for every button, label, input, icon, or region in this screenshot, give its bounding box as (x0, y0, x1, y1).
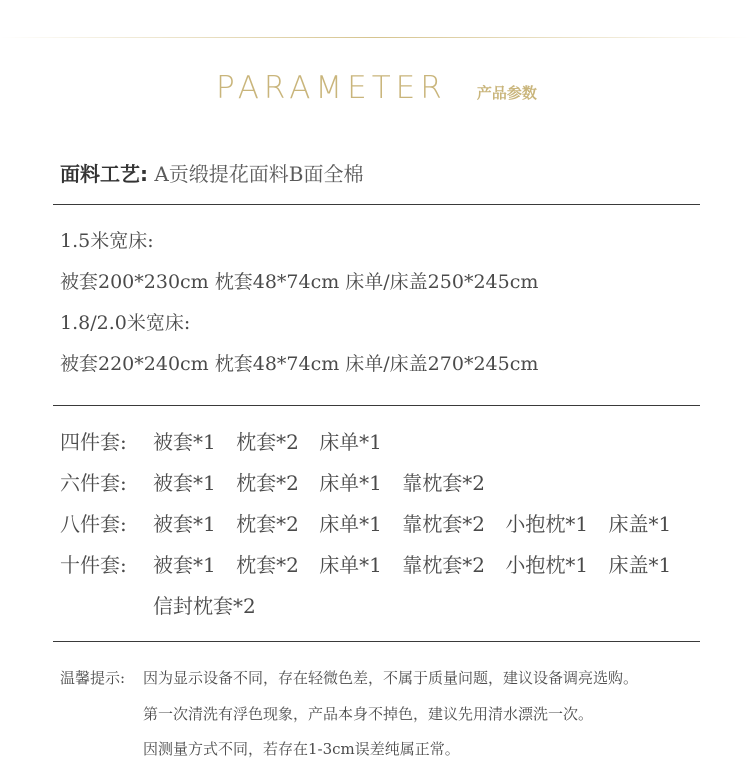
set-extra-item: 信封枕套*2 (153, 594, 256, 618)
set-item: 床单*1 (319, 512, 382, 536)
size-heading-1: 1.5米宽床: (60, 230, 154, 252)
set-row-4 (60, 428, 396, 456)
set-row-6 (60, 469, 499, 497)
set-item: 枕套*2 (236, 512, 299, 536)
section-title: PARAMETER (216, 70, 447, 106)
section-header (216, 68, 537, 108)
set-item: 床盖*1 (608, 553, 672, 577)
divider-sets (53, 641, 700, 642)
set-item: 小抱枕*1 (505, 553, 589, 577)
set-item: 枕套*2 (236, 471, 299, 495)
notes-label: 温馨提示: (60, 669, 126, 687)
set-name: 四件套: (60, 430, 127, 454)
set-items (153, 469, 499, 497)
set-item: 被套*1 (153, 471, 216, 495)
fabric-value: A贡缎提花面料B面全棉 (154, 162, 364, 186)
size-heading-2: 1.8/2.0米宽床: (60, 312, 191, 334)
set-item: 枕套*2 (236, 553, 299, 577)
set-item: 被套*1 (153, 430, 216, 454)
top-divider (0, 37, 750, 38)
note-line-1: 因为显示设备不同，存在轻微色差，不属于质量问题，建议设备调亮选购。 (143, 669, 639, 687)
size-detail-1: 被套200*230cm 枕套48*74cm 床单/床盖250*245cm (60, 271, 539, 293)
note-line-3: 因测量方式不同，若存在1-3cm误差纯属正常。 (143, 740, 460, 758)
set-item: 被套*1 (153, 512, 216, 536)
set-item: 床单*1 (319, 430, 382, 454)
set-item: 靠枕套*2 (402, 512, 486, 536)
set-item: 靠枕套*2 (402, 471, 486, 495)
divider-fabric (53, 204, 700, 205)
set-item: 小抱枕*1 (505, 512, 589, 536)
set-name: 六件套: (60, 471, 127, 495)
set-items (153, 428, 396, 456)
set-item: 靠枕套*2 (402, 553, 486, 577)
set-item: 被套*1 (153, 553, 216, 577)
set-item: 床单*1 (319, 471, 382, 495)
set-item: 床单*1 (319, 553, 382, 577)
divider-sizes (53, 405, 700, 406)
fabric-label: 面料工艺: (60, 162, 148, 186)
set-item: 床盖*1 (608, 512, 672, 536)
set-item: 枕套*2 (236, 430, 299, 454)
set-items (153, 510, 685, 538)
set-row-8 (60, 510, 685, 538)
set-row-10 (60, 551, 685, 579)
set-items (153, 551, 685, 579)
note-line-2: 第一次清洗有浮色现象，产品本身不掉色，建议先用清水漂洗一次。 (143, 705, 594, 723)
fabric-row (60, 159, 364, 189)
set-name: 十件套: (60, 553, 127, 577)
size-detail-2: 被套220*240cm 枕套48*74cm 床单/床盖270*245cm (60, 353, 539, 375)
section-subtitle: 产品参数 (476, 84, 537, 102)
set-name: 八件套: (60, 512, 127, 536)
